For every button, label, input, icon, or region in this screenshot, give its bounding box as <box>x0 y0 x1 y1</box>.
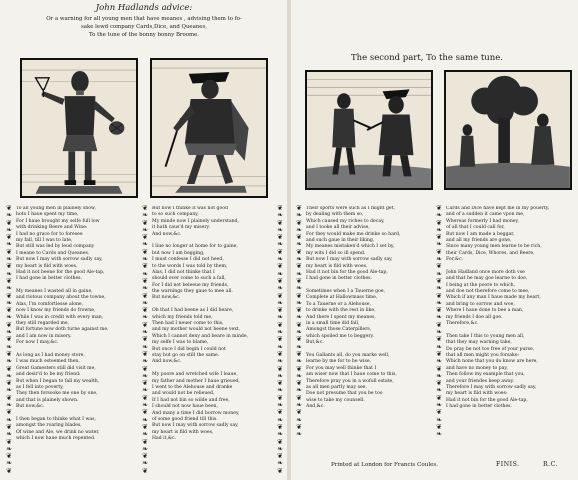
verse-line: I had gone in better clothes. <box>16 276 82 282</box>
verse-line: I being at the poore to which, <box>446 282 516 288</box>
verse-line: I meane to Cards and Queanes. <box>16 250 90 256</box>
verse-line: in a small time did fall, <box>306 321 360 327</box>
verse-line: my friends I doe all goe. <box>446 314 503 320</box>
verse-line: Whereas formerly I had money, <box>446 218 519 224</box>
verse-line: and my mother would not beene vext, <box>152 327 241 333</box>
ballad-subtitle-line-3: To the tune of the bonny bonny Broome. <box>88 32 200 38</box>
verse-line: and I am now in misery. <box>16 333 72 339</box>
verse-line: Alas, I did not thinke that I <box>152 269 215 275</box>
verse-line: But fortune now doth turne against me, <box>16 327 109 333</box>
verse-line: and of a sudden it came vpon me, <box>446 212 525 218</box>
verse-line: For,&c. <box>446 257 463 263</box>
verse-line: But now I may with sorrow sadly say, <box>152 423 239 429</box>
ballad-title: John Hadlands advice: <box>95 3 193 13</box>
verse-line: but now I am begging, <box>152 250 205 256</box>
verse-line: Amongst those Caterpillers, <box>306 327 372 333</box>
verse-line: Their sports were such as I might get, <box>306 206 395 211</box>
verse-line: and would not be relieued, <box>152 391 215 397</box>
verse-line: If I had not bin so wilde and free, <box>152 397 230 403</box>
verse-line: Therefore,&c. <box>446 321 479 327</box>
verse-line: which I now haue much repented. <box>16 436 96 442</box>
verse-line: to drinke with the rest in like, <box>306 308 376 314</box>
imprint-line: Printed at London for Francis Coules. <box>331 462 439 468</box>
verse-line: Had it not bin for the good Ale-tap, <box>306 269 388 275</box>
verse-line: which my friends told me, <box>152 314 213 320</box>
verse-line: But now I thinke it was not good <box>152 206 228 211</box>
verse-line: I must confesse I did not heed, <box>152 257 224 263</box>
verse-line: and have no money to pay, <box>446 365 508 371</box>
verse-line: and riotous company about the towne, <box>16 295 106 301</box>
verse-line: Of wine and Ale, we drink no water, <box>16 429 100 435</box>
verse-line: my selfe I was to blame, <box>152 340 209 346</box>
verse-line: it hath caus'd my misery. <box>152 225 210 231</box>
verse-line: now I know my friends do frowne, <box>16 308 96 314</box>
verse-line: am wiser now that I haue come to this, <box>306 372 397 378</box>
verse-line: For I did not beleeue my friends, <box>152 282 229 288</box>
verse-line: I was much esteemed then, <box>16 359 80 365</box>
verse-line: And there I spent my meanes, <box>306 314 376 320</box>
verse-line: they still regarded me, <box>16 321 70 327</box>
verse-line: stay but go on still the same. <box>152 352 220 358</box>
verse-line: For you may well thinke that I <box>306 365 377 371</box>
verse-line: Which I cannot deny and beare in minde, <box>152 333 249 339</box>
verse-line: But when I began to fall my wealth, <box>16 378 100 384</box>
left-page-verse-column-1 <box>16 206 138 476</box>
verse-line: For they would make me drinke so hard, <box>306 231 401 237</box>
verse-line: For I haue brought my selfe full low <box>16 218 100 224</box>
verse-line: Doe not presume that you be too <box>306 391 383 397</box>
right-page-verse-column-2 <box>446 206 574 441</box>
verse-line: and desir'd to be my friend: <box>16 372 81 378</box>
ballad-subtitle-line-2: sake lewd company Cards,Dice, and Queanes, <box>81 24 207 30</box>
verse-line: the warnings they gaue to mee all. <box>152 289 233 295</box>
verse-line: and that is plainely shown. <box>16 397 79 403</box>
verse-line: My poore and wretched wife I leaue, <box>152 372 238 378</box>
verse-line: wise to take my counsell. <box>306 397 365 403</box>
verse-line: And many a time I did borrow money, <box>152 410 240 416</box>
verse-line: Therefore I may with sorrow sadly say, <box>446 384 537 390</box>
verse-line: Great Gamesters still did visit me, <box>16 365 96 371</box>
left-ballad-page <box>0 0 287 480</box>
verse-line: Had it not beene for the good Ale-tap, <box>16 269 105 275</box>
verse-line: But now I am made a beggar, <box>446 231 515 237</box>
verse-line: My meanes mistaken'd which I set by, <box>306 244 395 250</box>
verse-line: Had it not bin for the good Ale-tap, <box>446 397 528 403</box>
verse-line: But now,&c. <box>16 404 45 410</box>
verse-line: which spoiled me to beggery. <box>306 333 374 339</box>
verse-line: amongst the roaring blades, <box>16 423 82 429</box>
woodcut-tree-and-figures <box>444 70 572 190</box>
verse-line: Which if any man I haue made my heart, <box>446 295 541 301</box>
left-page-border-ornament-left: ❦ ❧ ❦ ❧ ❦ ❧ ❦ ❧ ❦ ❧ ❦ ❧ ❦ ❧ ❦ ❧ ❦ ❧ ❦ ❧ ❦ ❧ ❦ ❧ ❦ ❧ ❦ ❧ ❦ ❧ ❦ ❧ ❦ ❧ ❦ ❧ ❦ <box>6 205 12 475</box>
verse-line: But now I may with sorrow sadly say, <box>306 257 393 263</box>
verse-line: Alas, I'm comfortlesse alone, <box>16 301 84 307</box>
woodcut-two-men-meeting-illustration <box>307 72 431 188</box>
left-page-verse-column-2 <box>152 206 274 476</box>
verse-line: with drinking Beere and Wine: <box>16 225 88 231</box>
verse-line: I should not now haue been, <box>152 404 218 410</box>
verse-line: Which none that you do know are here, <box>446 359 538 365</box>
verse-line: Oh that I had beene as I did heare, <box>152 308 234 314</box>
verse-line: For now I may,&c. <box>16 340 59 346</box>
verse-line: and I tooke all their advise, <box>306 225 370 231</box>
woodcut-man-with-glass-illustration <box>22 60 136 196</box>
verse-line: I liue no longer at home for to gaine, <box>152 244 238 250</box>
woodcut-man-with-glass <box>20 58 138 198</box>
left-page-border-ornament-right: ❦ ❧ ❦ ❧ ❦ ❧ ❦ ❧ ❦ ❧ ❦ ❧ ❦ ❧ ❦ ❧ ❦ ❧ ❦ ❧ ❦ ❧ ❦ ❧ ❦ ❧ ❦ ❧ ❦ ❧ ❦ ❧ ❦ ❧ ❦ ❧ ❦ <box>277 205 283 475</box>
verse-line: As long as I had money store, <box>16 352 85 358</box>
verse-line: to the words I was told by them, <box>152 263 228 269</box>
verse-line: my father and mother I haue grieued, <box>152 378 240 384</box>
verse-line: To a Tauerne or a Alehouse, <box>306 301 371 307</box>
verse-line: my heart is fild with woes: <box>446 391 508 397</box>
verse-line: that all men might you forsake: <box>446 352 520 358</box>
verse-line: and doe not therefore come to mee, <box>446 289 530 295</box>
verse-line: Do pray be not too free of your purse, <box>446 346 535 352</box>
verse-line: But once I did begin I could not <box>152 346 226 352</box>
ballad-subtitle-line-1: Or a warning for all young men that have meanes , advising them to fo- <box>46 16 242 22</box>
verse-line: my heart is fild with woes, <box>152 429 214 435</box>
verse-line: to so such company, <box>152 212 199 218</box>
verse-line: And now,&c. <box>152 231 182 237</box>
verse-line: Then take I this to young men all, <box>446 333 525 339</box>
verse-line: and all my friends are gone, <box>446 237 512 243</box>
verse-line: of all that I could call for, <box>446 225 505 231</box>
verse-line: To all young men in plainely show, <box>16 206 96 211</box>
verse-line: my wits I did so ill spend. <box>306 250 366 256</box>
verse-line: my fall, till I was to late, <box>16 237 73 243</box>
verse-line: as all men partly may see, <box>306 384 367 390</box>
verse-line: You Gallants all, do you marke well, <box>306 352 390 358</box>
right-page-border-ornament-left: ❦ ❧ ❦ ❧ ❦ ❧ ❦ ❧ ❦ ❧ ❦ ❧ ❦ ❧ ❦ ❧ ❦ ❧ ❦ ❧ ❦ ❧ ❦ ❧ ❦ ❧ ❦ ❧ ❦ ❧ ❦ ❧ <box>296 205 302 439</box>
verse-line: Had it,&c. <box>152 436 177 442</box>
right-page-verse-column-1 <box>306 206 434 441</box>
verse-line: and bring to sorrow and woe, <box>446 301 515 307</box>
verse-line: Which caused my riches to decay, <box>306 218 385 224</box>
verse-line: Since many young men learne to be rich, <box>446 244 542 250</box>
verse-line: my heart is fild with woes, <box>16 263 78 269</box>
verse-line: And now,&c. <box>152 359 182 365</box>
verse-line: and such gaue in their liking, <box>306 237 375 243</box>
verse-line: My minde now I plainely understand, <box>152 218 239 224</box>
verse-line: I had gone in better clothes. <box>306 276 372 282</box>
verse-line: Therefore pray you in a wofull estate, <box>306 378 394 384</box>
verse-line: that they may warning take, <box>446 340 512 346</box>
right-page-center-ornament-divider: ❦ ❧ ❦ ❧ ❦ ❧ ❦ ❧ ❦ ❧ ❦ ❧ ❦ ❧ ❦ ❧ ❦ ❧ ❦ ❧ ❦ ❧ ❦ ❧ ❦ ❧ ❦ ❧ ❦ ❧ ❦ ❧ <box>436 205 442 439</box>
woodcut-gallant-with-sword <box>150 58 268 198</box>
verse-line: their Cards, Dice, Whores, and Beere, <box>446 250 535 256</box>
verse-line: Where I haue done to bee a man, <box>446 308 524 314</box>
verse-line: While I was in credit with every man, <box>16 314 104 320</box>
verse-line: I had no grace for to foresee <box>16 231 83 237</box>
verse-line: But still was led by leud company <box>16 244 95 250</box>
verse-line: of some good friend till this. <box>152 416 218 422</box>
verse-line: But now I may with sorrow sadly say, <box>16 257 103 263</box>
verse-line: Complete at Hallowmass time, <box>306 295 378 301</box>
verse-line: I had gone in better clothes. <box>446 404 512 410</box>
verse-line: and that he may goe learne to doe, <box>446 276 528 282</box>
verse-line: I went to the Alehouse and dranke <box>152 384 233 390</box>
verse-line: My meanes I wasted all in gaine, <box>16 289 93 295</box>
verse-line: Cards and Dice have kept me in my pouerty, <box>446 206 550 211</box>
finis-mark: FINIS. <box>496 461 520 468</box>
printer-initials: R.C. <box>543 461 559 468</box>
verse-line: my heart is fild with woes, <box>306 263 368 269</box>
verse-line: learne by me for to be wise, <box>306 359 372 365</box>
second-part-title: The second part, To the same tune. <box>351 53 503 63</box>
verse-line: And,&c. <box>306 404 325 410</box>
verse-line: Then follow my example that you, <box>446 372 525 378</box>
verse-line: Sometimes when I a Tauerne goe, <box>306 289 386 295</box>
left-page-center-ornament-divider: ❦ ❧ ❦ ❧ ❦ ❧ ❦ ❧ ❦ ❧ ❦ ❧ ❦ ❧ ❦ ❧ ❦ ❧ ❦ ❧ ❦ ❧ ❦ ❧ ❦ ❧ ❦ ❧ ❦ ❧ ❦ ❧ ❦ ❧ ❦ ❧ ❦ <box>142 205 148 475</box>
verse-line: by dealing with them so, <box>306 212 364 218</box>
woodcut-tree-and-figures-illustration <box>446 72 570 188</box>
right-ballad-page <box>291 0 578 480</box>
verse-line: They then forsooke me one by one, <box>16 391 98 397</box>
verse-line: and your friendes keep away. <box>446 378 515 384</box>
verse-line: should ever come to such a fall, <box>152 276 226 282</box>
verse-line: hoto I haue spent my time, <box>16 212 79 218</box>
verse-line: John Hadland once more doth vse <box>446 269 525 275</box>
verse-line: But,&c. <box>306 340 324 346</box>
woodcut-two-men-meeting <box>305 70 433 190</box>
verse-line: But now,&c. <box>152 295 181 301</box>
woodcut-gallant-with-sword-illustration <box>152 60 266 196</box>
verse-line: I then began to thinke what I was, <box>16 416 96 422</box>
verse-line: Then had I neuer come to this, <box>152 321 224 327</box>
verse-line: as I fell into poverty, <box>16 384 64 390</box>
